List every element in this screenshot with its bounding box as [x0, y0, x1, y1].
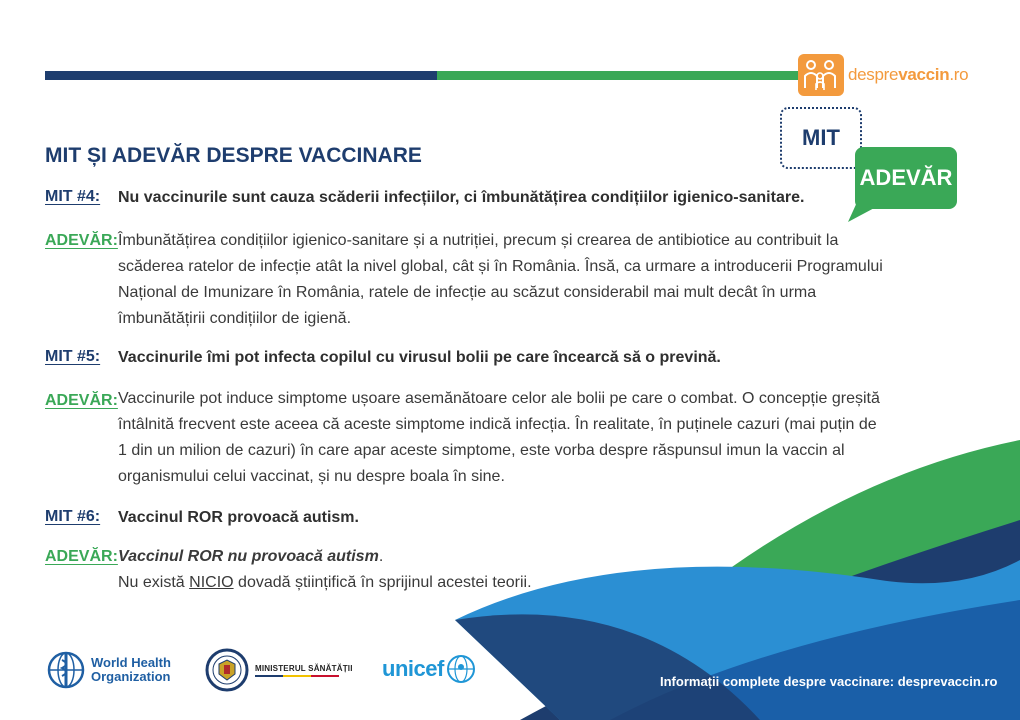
- truth-6-line2-underlined: NICIO: [189, 574, 234, 591]
- ministry-text: MINISTERUL SĂNĂTĂȚII: [255, 663, 353, 673]
- truth-4-text: Îmbunătățirea condițiilor igienico-sanitare și a nutriției, precum și crearea de antibiotice au contribuit la scăderea ratelor de infecție atât la nivel global, cât și în România. Însă, ca urmare a introducerii Programului Național de Imunizare în România, ratele de infecție au scăzut considerabil mai mult decât în urma îmbunătățirii condițiilor de igienă.: [118, 232, 883, 327]
- truth-5-label: ADEVĂR:: [45, 392, 118, 409]
- truth-6-label: ADEVĂR:: [45, 548, 118, 565]
- footer-prefix: Informații complete despre vaccinare:: [660, 674, 898, 689]
- who-emblem-icon: [45, 650, 87, 690]
- truth-6-emphasis: Vaccinul ROR nu provoacă autism: [118, 548, 379, 565]
- brand-name-part1: despre: [848, 65, 899, 84]
- truth-4-label: ADEVĂR:: [45, 232, 118, 249]
- myth-5-text: Vaccinurile îmi pot infecta copilul cu virusul bolii pe care încearcă să o prevină.: [118, 349, 721, 366]
- unicef-text: unicef: [382, 656, 444, 681]
- truth-5-text: Vaccinurile pot induce simptome ușoare asemănătoare celor ale bolii pe care o combat. O concepție greșită întâlnită frecvent este aceea că aceste simptome indică infecția. În realitate, în puținele cazuri (mai puțin de 1 din un milion de cazuri) în care apar aceste simptome, este vorba despre răspunsul imun la vaccin al organismului celui vaccinat, și nu despre boala în sine.: [118, 390, 880, 485]
- myth-6-label: MIT #6:: [45, 508, 101, 525]
- who-logo: [45, 650, 171, 690]
- page-title: MIT ȘI ADEVĂR DESPRE VACCINARE: [45, 144, 422, 167]
- unicef-emblem-icon: [446, 654, 476, 684]
- footer-note: [660, 674, 997, 689]
- who-line2: Organization: [91, 669, 171, 684]
- myth-6-text: Vaccinul ROR provoacă autism.: [118, 509, 359, 526]
- who-text: [91, 656, 171, 684]
- truth-6-text: [118, 544, 888, 596]
- footer-site-link[interactable]: desprevaccin.ro: [897, 674, 998, 689]
- truth-6-line2-a: Nu există: [118, 574, 190, 591]
- brand-name-part3: .ro: [949, 65, 969, 84]
- myth-5-label: MIT #5:: [45, 348, 101, 365]
- brand-name-part2: vaccin: [898, 65, 950, 84]
- myth-bubble-label: MIT: [802, 125, 840, 150]
- unicef-logo: [382, 654, 476, 684]
- ministry-flag-stripe: [255, 675, 353, 677]
- myth-4-text: Nu vaccinurile sunt cauza scăderii infecțiilor, ci îmbunătățirea condițiilor igienico-sanitare.: [118, 189, 805, 206]
- truth-6-line2-b: dovadă științifică în sprijinul acestei teorii.: [233, 574, 532, 591]
- ministry-text-block: [249, 664, 353, 677]
- myth-4-label: MIT #4:: [45, 188, 101, 205]
- truth-6-emphasis-end: .: [378, 548, 384, 565]
- ministry-logo: [205, 648, 353, 692]
- ministry-seal-icon: [205, 648, 249, 692]
- truth-bubble-label: ADEVĂR: [859, 165, 953, 190]
- who-line1: World Health: [91, 655, 171, 670]
